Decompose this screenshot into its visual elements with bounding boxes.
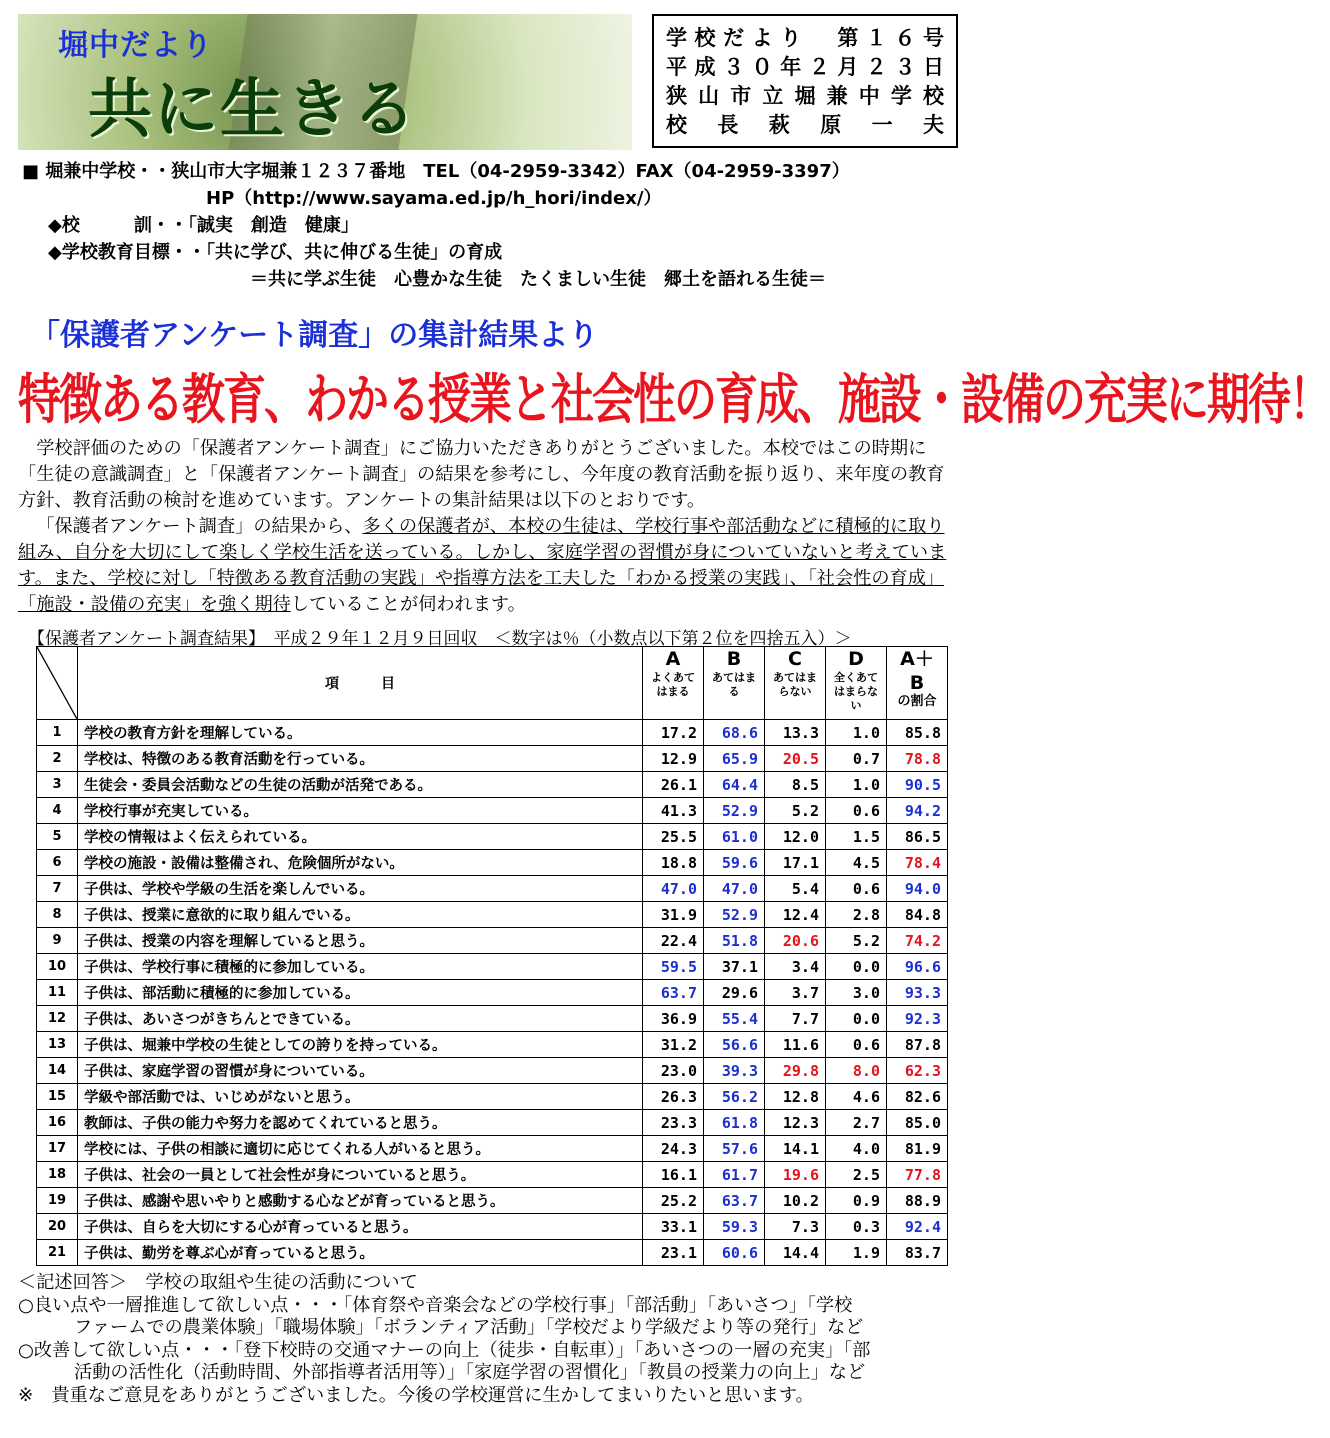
row-value-ab: 78.8 [887, 746, 948, 772]
row-value-c: 29.8 [765, 1058, 826, 1084]
row-value-d: 4.5 [826, 850, 887, 876]
row-value-b: 51.8 [704, 928, 765, 954]
improvement-line-1: ○改善して欲しい点・・・「登下校時の交通マナーの向上（徒歩・自転車）」「あいさつの一層の充実」「部 [18, 1339, 871, 1361]
row-value-b: 52.9 [704, 902, 765, 928]
row-value-c: 7.7 [765, 1006, 826, 1032]
row-number: 2 [37, 746, 78, 772]
row-value-b: 56.2 [704, 1084, 765, 1110]
row-number: 21 [37, 1240, 78, 1266]
row-item: 学校には、子供の相談に適切に応じてくれる人がいると思う。 [78, 1136, 643, 1162]
row-value-a: 25.2 [643, 1188, 704, 1214]
principal-name: 校 長 萩 原 一 夫 [666, 113, 944, 137]
row-value-a: 16.1 [643, 1162, 704, 1188]
row-number: 12 [37, 1006, 78, 1032]
row-value-a: 12.9 [643, 746, 704, 772]
issue-date: 平成３０年２月２３日 [666, 55, 944, 79]
row-number: 4 [37, 798, 78, 824]
row-value-d: 0.0 [826, 1006, 887, 1032]
row-value-d: 4.6 [826, 1084, 887, 1110]
row-value-b: 59.6 [704, 850, 765, 876]
row-value-d: 4.0 [826, 1136, 887, 1162]
row-value-ab: 92.3 [887, 1006, 948, 1032]
row-item: 学級や部活動では、いじめがないと思う。 [78, 1084, 643, 1110]
row-value-ab: 85.0 [887, 1110, 948, 1136]
row-value-d: 1.5 [826, 824, 887, 850]
row-value-c: 11.6 [765, 1032, 826, 1058]
table-row [37, 1032, 948, 1058]
newsletter-title: 共に生きる [88, 73, 418, 147]
row-value-a: 31.9 [643, 902, 704, 928]
row-value-d: 5.2 [826, 928, 887, 954]
table-row [37, 876, 948, 902]
intro-p2-underlined: 多くの保護者が、本校の生徒は、学校行事や部活動などに積極的に取り組み、自分を大切にして楽しく学校生活を送っている。しかし、家庭学習の習慣が身についていないと考えています。また、学校に対し「特徴ある教育活動の実践」や指導方法を工夫した「わかる授業の実践」、「社会性の育成」「施設・設備の充実」を強く期待 [18, 516, 947, 615]
row-value-b: 61.8 [704, 1110, 765, 1136]
row-value-c: 14.1 [765, 1136, 826, 1162]
issue-number: 学校だより 第１６号 [666, 26, 944, 50]
row-item: 子供は、堀兼中学校の生徒としての誇りを持っている。 [78, 1032, 643, 1058]
row-value-b: 29.6 [704, 980, 765, 1006]
row-value-a: 23.1 [643, 1240, 704, 1266]
row-value-d: 0.6 [826, 1032, 887, 1058]
row-value-a: 26.1 [643, 772, 704, 798]
row-item: 学校の施設・設備は整備され、危険個所がない。 [78, 850, 643, 876]
row-value-d: 0.9 [826, 1188, 887, 1214]
headline-main: 特徴ある教育、わかる授業と社会性の育成、施設・設備の充実に期待！ [18, 369, 1330, 432]
table-row [37, 824, 948, 850]
row-item: 子供は、授業の内容を理解していると思う。 [78, 928, 643, 954]
row-value-ab: 88.9 [887, 1188, 948, 1214]
row-value-a: 63.7 [643, 980, 704, 1006]
row-value-b: 56.6 [704, 1032, 765, 1058]
row-value-a: 41.3 [643, 798, 704, 824]
row-value-b: 47.0 [704, 876, 765, 902]
table-row [37, 980, 948, 1006]
row-value-d: 8.0 [826, 1058, 887, 1084]
table-row [37, 1006, 948, 1032]
row-value-ab: 92.4 [887, 1214, 948, 1240]
table-row [37, 902, 948, 928]
row-value-d: 2.7 [826, 1110, 887, 1136]
intro-paragraph-2 [18, 514, 962, 618]
table-row [37, 850, 948, 876]
row-number: 3 [37, 772, 78, 798]
table-row [37, 798, 948, 824]
row-value-c: 20.6 [765, 928, 826, 954]
table-row [37, 1240, 948, 1266]
row-value-c: 17.1 [765, 850, 826, 876]
intro-p2-tail: していることが伺われます。 [290, 594, 526, 615]
row-item: 生徒会・委員会活動などの生徒の活動が活発である。 [78, 772, 643, 798]
table-caption: 【保護者アンケート調査結果】 平成２９年１２月９日回収 ＜数字は％（小数点以下第２位を四捨五入）＞ [28, 629, 852, 649]
row-value-ab: 90.5 [887, 772, 948, 798]
row-number: 11 [37, 980, 78, 1006]
row-value-c: 8.5 [765, 772, 826, 798]
row-item: 子供は、学校や学級の生活を楽しんでいる。 [78, 876, 643, 902]
school-motto: ◆校 訓・・「誠実 創造 健康」 [48, 215, 359, 236]
school-address: ■ 堀兼中学校・・狭山市大字堀兼１２３７番地 TEL（04-2959-3342）FAX（04-2959-3397） [22, 161, 850, 182]
row-value-b: 64.4 [704, 772, 765, 798]
table-row [37, 928, 948, 954]
row-value-a: 18.8 [643, 850, 704, 876]
row-item: 教師は、子供の能力や努力を認めてくれていると思う。 [78, 1110, 643, 1136]
row-number: 5 [37, 824, 78, 850]
column-d-header: D 全くあてはまらない [826, 647, 887, 720]
row-value-c: 12.3 [765, 1110, 826, 1136]
row-value-ab: 62.3 [887, 1058, 948, 1084]
row-number: 8 [37, 902, 78, 928]
row-value-ab: 82.6 [887, 1084, 948, 1110]
row-value-d: 1.0 [826, 720, 887, 746]
table-row [37, 1136, 948, 1162]
row-value-d: 0.0 [826, 954, 887, 980]
row-item: 学校行事が充実している。 [78, 798, 643, 824]
row-item: 子供は、勤労を尊ぶ心が育っていると思う。 [78, 1240, 643, 1266]
row-value-a: 47.0 [643, 876, 704, 902]
row-value-ab: 87.8 [887, 1032, 948, 1058]
row-value-d: 3.0 [826, 980, 887, 1006]
good-points-line-1: ○良い点や一層推進して欲しい点・・・「体育祭や音楽会などの学校行事」「部活動」「あいさつ」「学校 [18, 1294, 853, 1316]
row-value-ab: 94.0 [887, 876, 948, 902]
thanks-note: ※ 貴重なご意見をありがとうございました。今後の学校運営に生かしてまいりたいと思います。 [18, 1384, 814, 1406]
row-item: 子供は、学校行事に積極的に参加している。 [78, 954, 643, 980]
row-value-c: 5.4 [765, 876, 826, 902]
row-value-c: 12.4 [765, 902, 826, 928]
row-item: 学校の教育方針を理解している。 [78, 720, 643, 746]
school-contact [22, 158, 972, 293]
row-number: 14 [37, 1058, 78, 1084]
row-value-b: 37.1 [704, 954, 765, 980]
row-value-d: 1.9 [826, 1240, 887, 1266]
row-number: 1 [37, 720, 78, 746]
survey-results-table [36, 646, 948, 1266]
row-value-c: 3.7 [765, 980, 826, 1006]
table-row [37, 1084, 948, 1110]
row-item: 子供は、あいさつがきちんとできている。 [78, 1006, 643, 1032]
row-value-b: 63.7 [704, 1188, 765, 1214]
issue-info-box [652, 14, 958, 148]
row-value-ab: 78.4 [887, 850, 948, 876]
row-number: 9 [37, 928, 78, 954]
row-number: 13 [37, 1032, 78, 1058]
row-value-ab: 94.2 [887, 798, 948, 824]
row-value-b: 68.6 [704, 720, 765, 746]
homepage-link[interactable]: HP（http://www.sayama.ed.jp/h_hori/index/） [206, 188, 662, 209]
row-value-b: 59.3 [704, 1214, 765, 1240]
row-value-a: 23.0 [643, 1058, 704, 1084]
row-value-b: 65.9 [704, 746, 765, 772]
intro-text [18, 436, 962, 618]
header-diagonal-cell [37, 647, 78, 720]
newsletter-subtitle: 堀中だより [58, 28, 213, 63]
free-comments [18, 1272, 968, 1407]
row-item: 学校の情報はよく伝えられている。 [78, 824, 643, 850]
row-value-a: 33.1 [643, 1214, 704, 1240]
good-points-line-2: ファームでの農業体験」「職場体験」「ボランティア活動」「学校だより学級だより等の発行」など [74, 1317, 864, 1338]
row-number: 17 [37, 1136, 78, 1162]
row-value-a: 23.3 [643, 1110, 704, 1136]
row-item: 子供は、感謝や思いやりと感動する心などが育っていると思う。 [78, 1188, 643, 1214]
row-value-d: 0.6 [826, 798, 887, 824]
row-item: 子供は、社会の一員として社会性が身についていると思う。 [78, 1162, 643, 1188]
row-value-a: 24.3 [643, 1136, 704, 1162]
row-value-ab: 86.5 [887, 824, 948, 850]
row-item: 子供は、家庭学習の習慣が身についている。 [78, 1058, 643, 1084]
column-b-header: B あてはまる [704, 647, 765, 720]
masthead-banner [18, 14, 632, 150]
row-value-c: 13.3 [765, 720, 826, 746]
table-row [37, 1110, 948, 1136]
row-value-c: 5.2 [765, 798, 826, 824]
table-header-row [37, 647, 948, 720]
column-a-header: A よくあてはまる [643, 647, 704, 720]
school-name: 狭山市立堀兼中学校 [666, 84, 944, 108]
row-value-c: 14.4 [765, 1240, 826, 1266]
table-row [37, 772, 948, 798]
row-item: 学校は、特徴のある教育活動を行っている。 [78, 746, 643, 772]
row-value-c: 12.8 [765, 1084, 826, 1110]
row-number: 7 [37, 876, 78, 902]
item-column-header: 項 目 [78, 647, 643, 720]
row-number: 18 [37, 1162, 78, 1188]
row-number: 10 [37, 954, 78, 980]
row-value-a: 25.5 [643, 824, 704, 850]
table-row [37, 1058, 948, 1084]
row-value-a: 31.2 [643, 1032, 704, 1058]
row-value-a: 59.5 [643, 954, 704, 980]
row-value-b: 39.3 [704, 1058, 765, 1084]
row-value-c: 10.2 [765, 1188, 826, 1214]
row-value-d: 2.5 [826, 1162, 887, 1188]
table-row [37, 1162, 948, 1188]
row-value-ab: 85.8 [887, 720, 948, 746]
row-value-ab: 74.2 [887, 928, 948, 954]
row-value-a: 26.3 [643, 1084, 704, 1110]
table-row [37, 1214, 948, 1240]
row-item: 子供は、部活動に積極的に参加している。 [78, 980, 643, 1006]
table-row [37, 746, 948, 772]
row-value-ab: 84.8 [887, 902, 948, 928]
row-value-ab: 81.9 [887, 1136, 948, 1162]
table-row [37, 1188, 948, 1214]
row-value-d: 0.3 [826, 1214, 887, 1240]
row-number: 6 [37, 850, 78, 876]
row-value-d: 2.8 [826, 902, 887, 928]
row-item: 子供は、自らを大切にする心が育っていると思う。 [78, 1214, 643, 1240]
row-value-d: 0.7 [826, 746, 887, 772]
row-value-c: 20.5 [765, 746, 826, 772]
column-c-header: C あてはまらない [765, 647, 826, 720]
row-value-b: 60.6 [704, 1240, 765, 1266]
row-value-b: 61.7 [704, 1162, 765, 1188]
row-value-ab: 77.8 [887, 1162, 948, 1188]
row-value-b: 57.6 [704, 1136, 765, 1162]
row-value-a: 36.9 [643, 1006, 704, 1032]
comments-heading: ＜記述回答＞ 学校の取組や生徒の活動について [18, 1272, 418, 1293]
row-value-a: 22.4 [643, 928, 704, 954]
row-value-b: 61.0 [704, 824, 765, 850]
row-value-ab: 93.3 [887, 980, 948, 1006]
education-goal-detail: ＝共に学ぶ生徒 心豊かな生徒 たくましい生徒 郷土を語れる生徒＝ [250, 269, 826, 290]
headline-sub: 「保護者アンケート調査」の集計結果より [30, 318, 599, 353]
table-row [37, 720, 948, 746]
intro-paragraph-1: 学校評価のための「保護者アンケート調査」にご協力いただきありがとうございました。本校ではこの時期に「生徒の意識調査」と「保護者アンケート調査」の結果を参考にし、今年度の教育活動を振り返り、来年度の教育方針、教育活動の検討を進めています。アンケートの集計結果は以下のとおりです。 [18, 438, 945, 511]
row-number: 16 [37, 1110, 78, 1136]
row-number: 19 [37, 1188, 78, 1214]
row-value-b: 52.9 [704, 798, 765, 824]
row-value-b: 55.4 [704, 1006, 765, 1032]
row-value-c: 3.4 [765, 954, 826, 980]
column-ab-header: A＋B の割合 [887, 647, 948, 720]
row-value-c: 19.6 [765, 1162, 826, 1188]
row-value-d: 1.0 [826, 772, 887, 798]
row-value-ab: 96.6 [887, 954, 948, 980]
row-value-c: 7.3 [765, 1214, 826, 1240]
row-number: 20 [37, 1214, 78, 1240]
row-value-a: 17.2 [643, 720, 704, 746]
survey-table-body [37, 720, 948, 1266]
row-value-c: 12.0 [765, 824, 826, 850]
row-value-d: 0.6 [826, 876, 887, 902]
intro-p2-lead: 「保護者アンケート調査」の結果から、 [36, 516, 363, 537]
education-goal: ◆学校教育目標・・「共に学び、共に伸びる生徒」の育成 [48, 242, 503, 263]
row-item: 子供は、授業に意欲的に取り組んでいる。 [78, 902, 643, 928]
improvement-line-2: 活動の活性化（活動時間、外部指導者活用等）」「家庭学習の習慣化」「教員の授業力の向上」など [74, 1362, 866, 1383]
row-value-ab: 83.7 [887, 1240, 948, 1266]
row-number: 15 [37, 1084, 78, 1110]
table-row [37, 954, 948, 980]
